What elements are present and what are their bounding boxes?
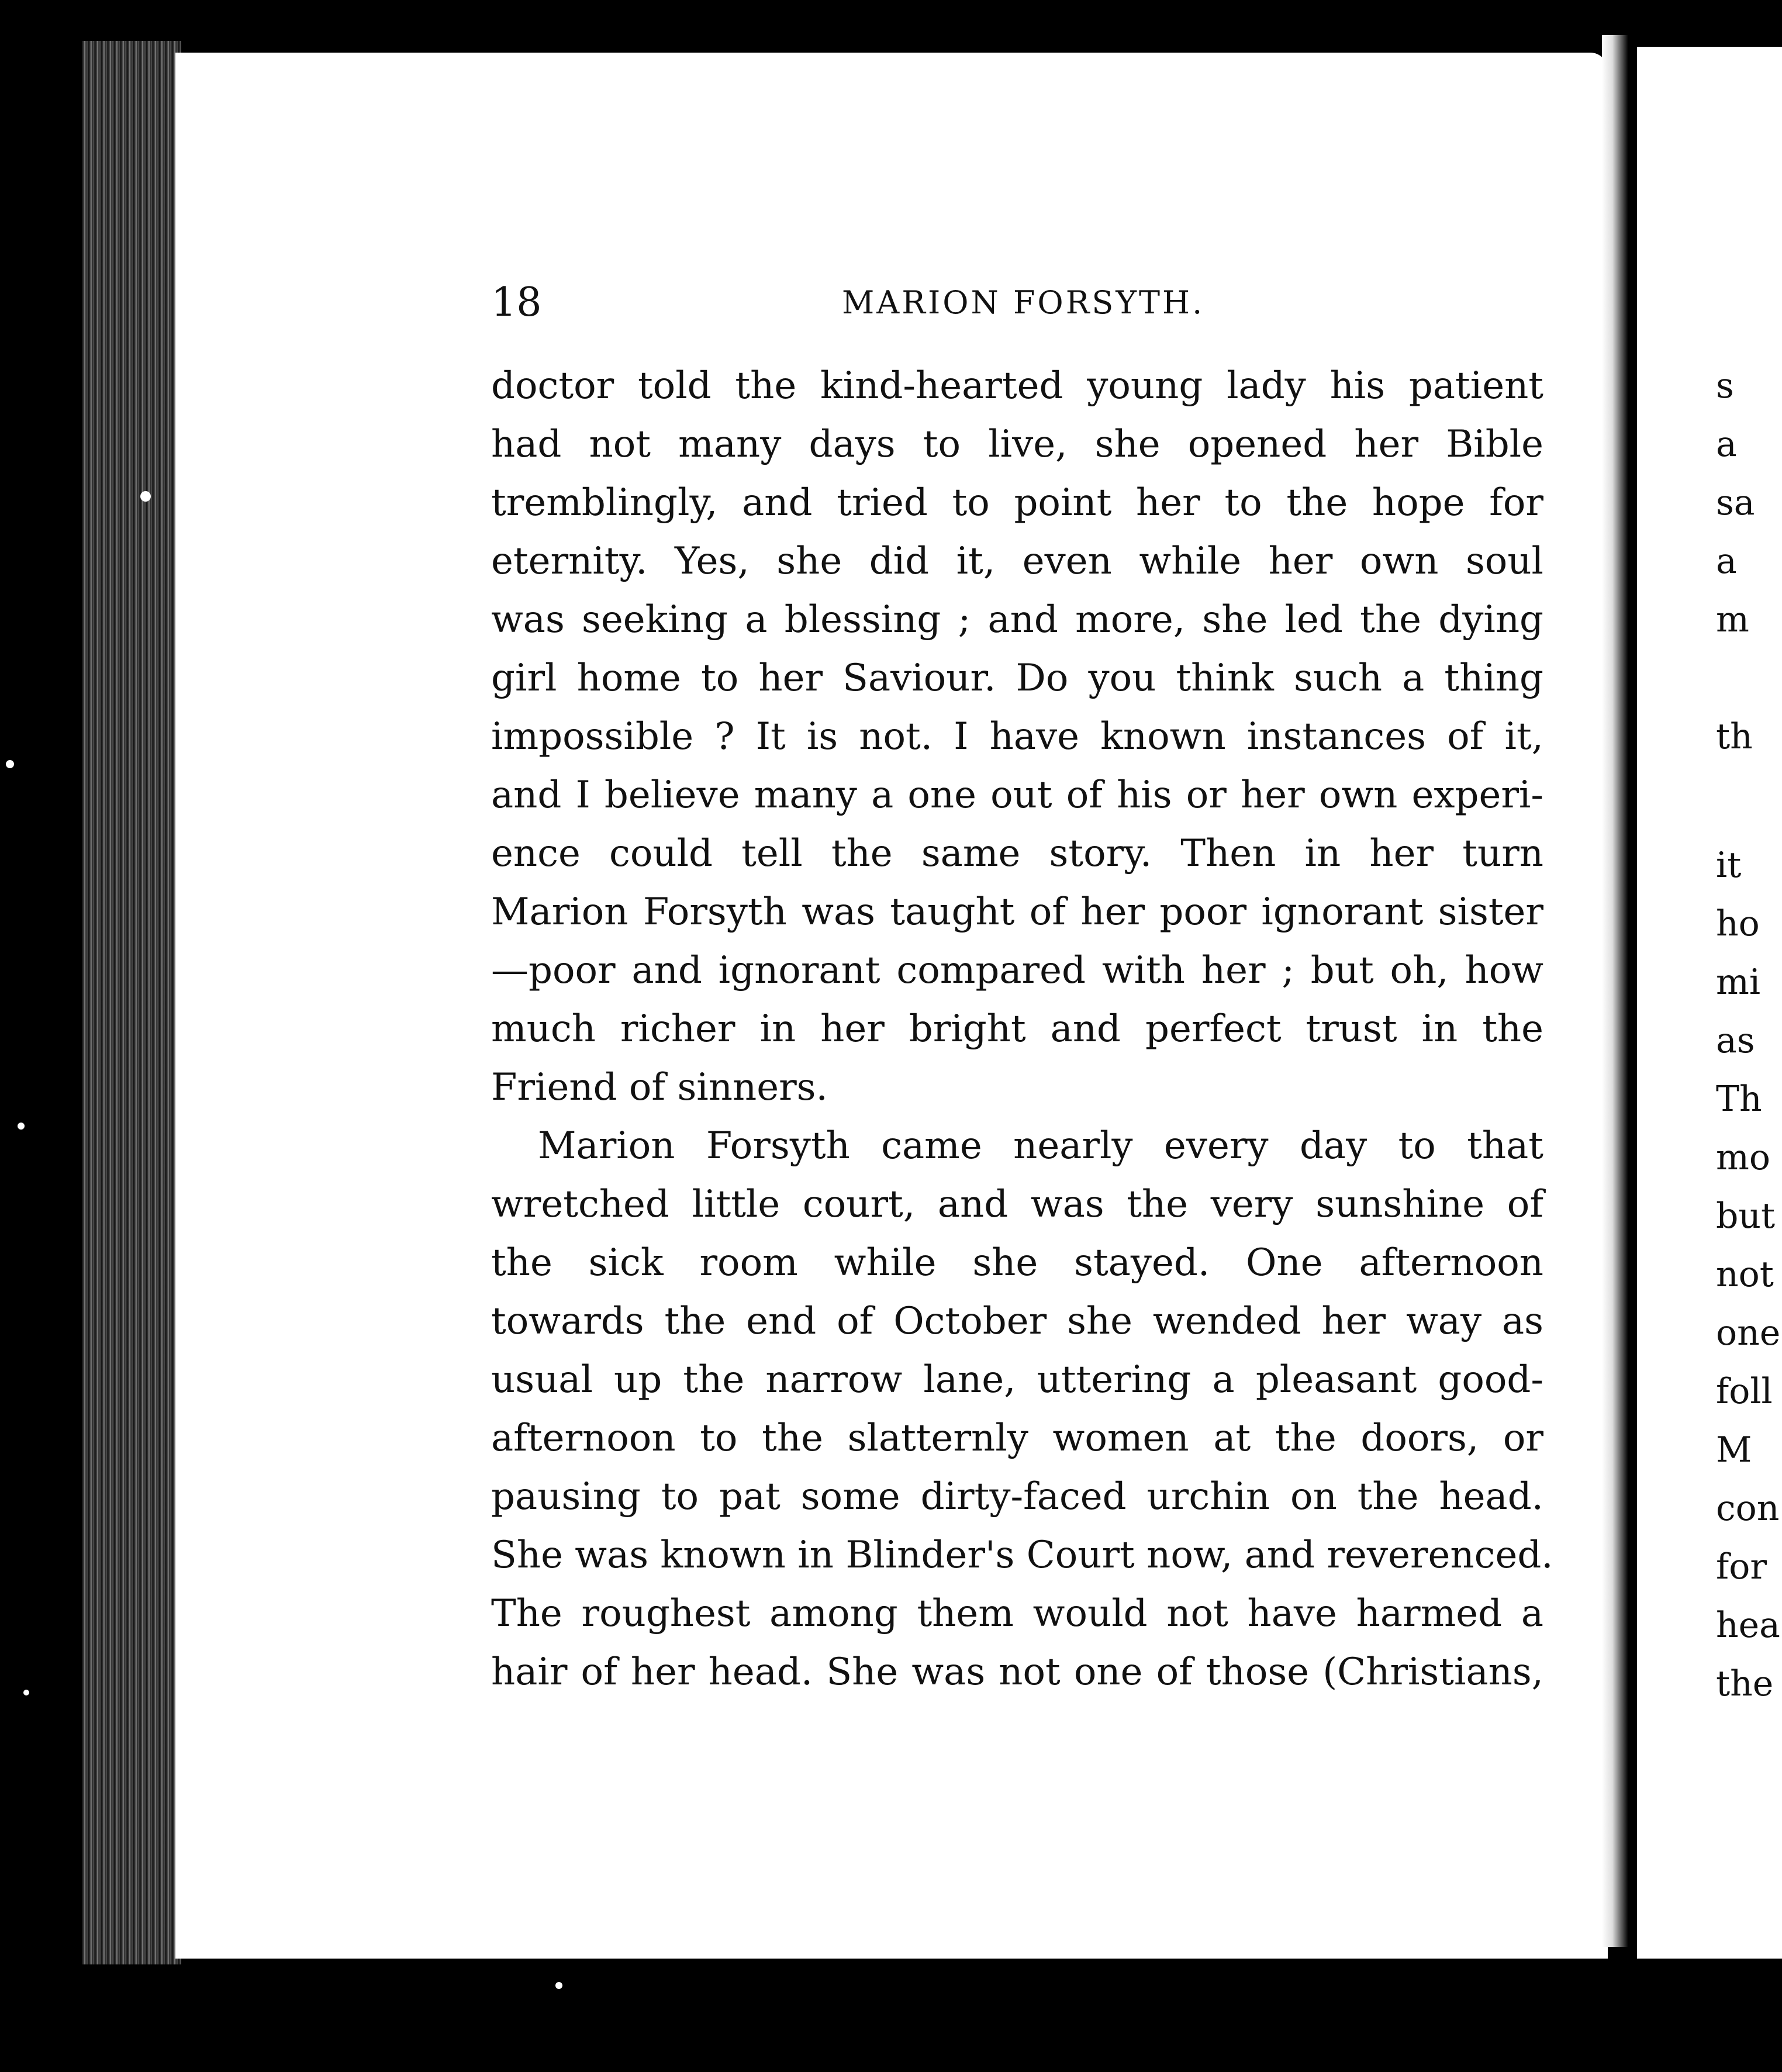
facing-page-fragment: th [1716, 716, 1753, 757]
text-line: afternoon to the slatternly women at the doors, or [491, 1417, 1543, 1460]
book-fore-edge [82, 41, 181, 1964]
text-line: She was known in Blinder's Court now, and reverenced. [491, 1534, 1553, 1577]
facing-page-fragment: Th [1716, 1079, 1762, 1120]
text-line: The roughest among them would not have harmed a [491, 1592, 1543, 1635]
facing-page-fragment: a [1716, 541, 1737, 582]
dust-speck [6, 760, 14, 768]
dust-speck [140, 491, 151, 502]
text-line: usual up the narrow lane, uttering a pleasant good- [491, 1358, 1543, 1401]
text-line: Marion Forsyth was taught of her poor ignorant sister [491, 890, 1543, 934]
text-line: wretched little court, and was the very sunshine of [491, 1183, 1543, 1226]
facing-page-fragment: for [1716, 1546, 1767, 1587]
text-line: doctor told the kind-hearted young lady his patient [491, 364, 1543, 408]
facing-page-fragment: it [1716, 845, 1742, 886]
text-line: was seeking a blessing ; and more, she led the dying [491, 598, 1543, 641]
text-line: impossible ? It is not. I have known instances of it, [491, 715, 1543, 758]
dust-speck [555, 1982, 562, 1989]
paragraph-first-line: Marion Forsyth came nearly every day to that [538, 1124, 1543, 1168]
paragraph-end-line: Friend of sinners. [491, 1066, 828, 1109]
text-line: and I believe many a one out of his or her own experi- [491, 773, 1543, 817]
body-text [491, 357, 1553, 1701]
facing-page-fragment: but [1716, 1196, 1776, 1237]
text-line: pausing to pat some dirty-faced urchin on the head. [491, 1475, 1543, 1518]
facing-page-fragment: ho [1716, 903, 1760, 944]
page-number: 18 [491, 279, 542, 326]
dust-speck [23, 1690, 29, 1695]
text-line: much richer in her bright and perfect trust in the [491, 1007, 1543, 1051]
facing-page-fragment: not [1716, 1254, 1774, 1295]
dust-speck [18, 1123, 25, 1130]
running-head [491, 279, 1485, 326]
facing-page-fragment: the [1716, 1663, 1774, 1701]
facing-page-fragment: mo [1716, 1137, 1771, 1178]
text-line: —poor and ignorant compared with her ; but oh, how [491, 949, 1543, 992]
text-line: had not many days to live, she opened her Bible [491, 423, 1543, 466]
facing-page-fragment: mi [1716, 962, 1761, 1003]
facing-page-fragment: m [1716, 599, 1749, 640]
facing-page-fragment: foll [1716, 1371, 1773, 1412]
text-line: eternity. Yes, she did it, even while her own soul [491, 540, 1543, 583]
text-line: hair of her head. She was not one of those (Christians, [491, 1650, 1543, 1694]
text-line: girl home to her Saviour. Do you think such a thing [491, 657, 1543, 700]
facing-page-fragment: con [1716, 1488, 1780, 1529]
facing-page-fragment: M [1716, 1429, 1752, 1470]
facing-page-fragment: as [1716, 1020, 1755, 1061]
text-line: ence could tell the same story. Then in her turn [491, 832, 1543, 875]
facing-page-text [1716, 357, 1782, 1701]
facing-page-fragment: one [1716, 1313, 1781, 1353]
text-line: towards the end of October she wended her way as [491, 1300, 1543, 1343]
facing-page-fragment: sa [1716, 482, 1755, 523]
facing-page-fragment: s [1716, 365, 1734, 406]
running-title: MARION FORSYTH. [842, 284, 1205, 321]
text-line: the sick room while she stayed. One afternoon [491, 1241, 1543, 1284]
book-gutter [1602, 35, 1637, 1947]
facing-page-fragment: hea [1716, 1605, 1780, 1646]
text-line: tremblingly, and tried to point her to the hope for [491, 481, 1543, 524]
facing-page-fragment: a [1716, 424, 1737, 465]
